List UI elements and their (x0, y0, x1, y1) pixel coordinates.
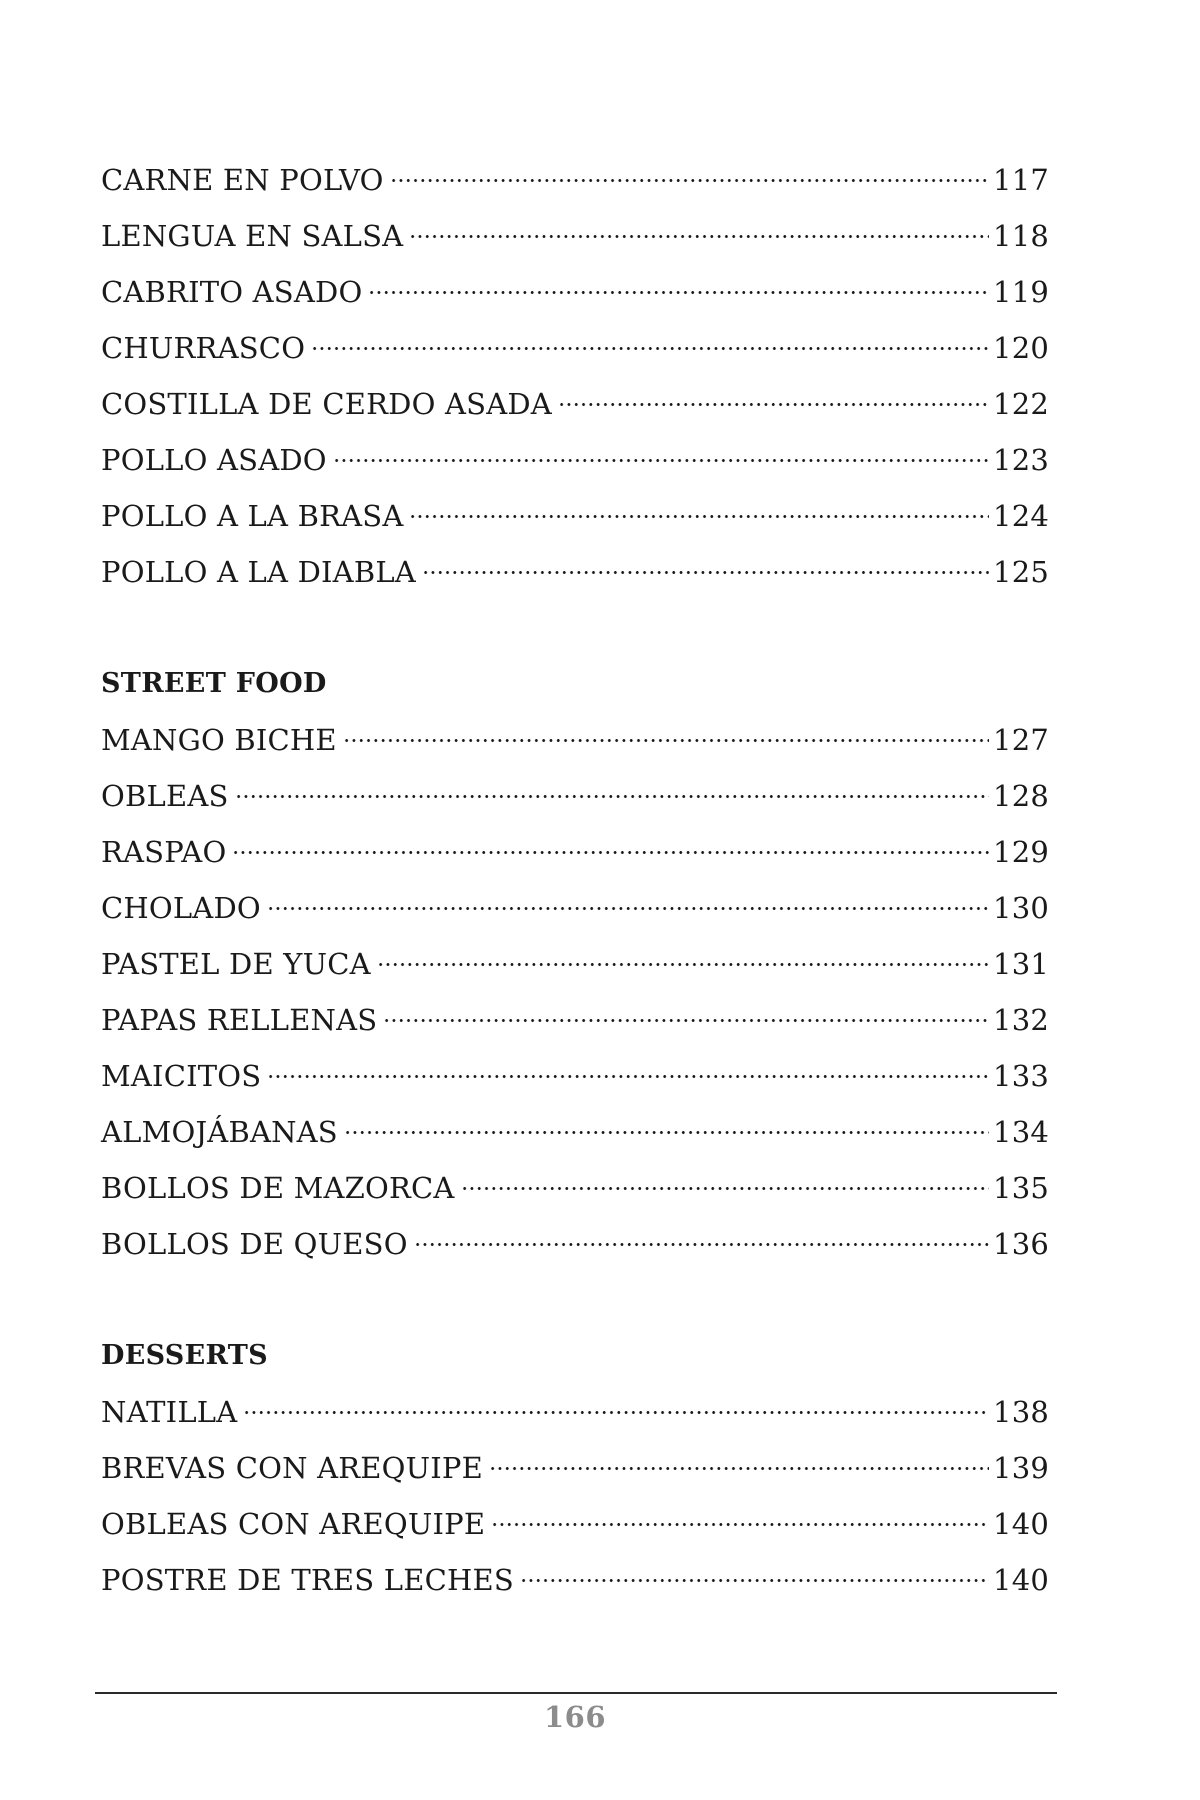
toc-entry-page: 118 (993, 219, 1049, 253)
toc-section-meats (101, 152, 1049, 600)
dot-leader (461, 1187, 989, 1190)
toc-entry (101, 1440, 1049, 1496)
toc-entry-page: 136 (993, 1227, 1049, 1261)
toc-entry-title: ALMOJÁBANAS (101, 1115, 338, 1149)
toc-entry-title: POLLO A LA DIABLA (101, 555, 416, 589)
toc-entry-title: COSTILLA DE CERDO ASADA (101, 387, 552, 421)
toc-entry-page: 131 (993, 947, 1049, 981)
dot-leader (368, 291, 989, 294)
toc-section-heading: STREET FOOD (101, 668, 327, 699)
toc-entry (101, 992, 1049, 1048)
toc-entry-title: LENGUA EN SALSA (101, 219, 404, 253)
toc-entry-page: 139 (993, 1451, 1049, 1485)
toc-entry-title: OBLEAS (101, 779, 229, 813)
toc-entry-title: OBLEAS CON AREQUIPE (101, 1507, 486, 1541)
toc-entry-page: 138 (993, 1395, 1049, 1429)
dot-leader (390, 179, 989, 182)
page-number: 166 (543, 1700, 607, 1734)
dot-leader (409, 235, 989, 238)
toc-entry-page: 133 (993, 1059, 1049, 1093)
toc-entry-page: 120 (993, 331, 1049, 365)
dot-leader (558, 403, 989, 406)
toc-entry-page: 128 (993, 779, 1049, 813)
toc-entry-title: PASTEL DE YUCA (101, 947, 371, 981)
toc-section-desserts (101, 1328, 1049, 1608)
toc-entry-page: 117 (993, 163, 1049, 197)
toc-entry (101, 1384, 1049, 1440)
toc-entry-page: 119 (993, 275, 1049, 309)
toc-entry-page: 124 (993, 499, 1049, 533)
dot-leader (243, 1411, 989, 1414)
toc-entry (101, 1496, 1049, 1552)
dot-leader (520, 1579, 989, 1582)
toc-entry-title: RASPAO (101, 835, 227, 869)
toc-entry-page: 130 (993, 891, 1049, 925)
toc-entry-title: CHOLADO (101, 891, 261, 925)
toc-entry-title: POLLO A LA BRASA (101, 499, 404, 533)
toc-section-heading: DESSERTS (101, 1340, 268, 1371)
toc-entry-title: BOLLOS DE QUESO (101, 1227, 408, 1261)
dot-leader (267, 1075, 989, 1078)
dot-leader (414, 1243, 989, 1246)
dot-leader (344, 1131, 989, 1134)
toc-entry-page: 125 (993, 555, 1049, 589)
toc-entry-title: CABRITO ASADO (101, 275, 363, 309)
dot-leader (311, 347, 989, 350)
toc-entry-title: POLLO ASADO (101, 443, 327, 477)
toc-entry-page: 122 (993, 387, 1049, 421)
dot-leader (491, 1523, 989, 1526)
dot-leader (267, 907, 989, 910)
toc-entry-page: 127 (993, 723, 1049, 757)
dot-leader (333, 459, 989, 462)
toc-entry-title: MAICITOS (101, 1059, 262, 1093)
toc-entry (101, 880, 1049, 936)
toc-entry (101, 544, 1049, 600)
toc-entry-page: 134 (993, 1115, 1049, 1149)
dot-leader (377, 963, 989, 966)
toc-entry-title: MANGO BICHE (101, 723, 337, 757)
toc-entry-title: CARNE EN POLVO (101, 163, 384, 197)
toc-entry-title: NATILLA (101, 1395, 238, 1429)
toc-entry-page: 132 (993, 1003, 1049, 1037)
table-of-contents (101, 152, 1049, 1608)
toc-entry (101, 376, 1049, 432)
toc-entry (101, 1160, 1049, 1216)
toc-entry-page: 140 (993, 1507, 1049, 1541)
toc-entry (101, 936, 1049, 992)
toc-entry (101, 488, 1049, 544)
toc-entry (101, 1216, 1049, 1272)
toc-entry (101, 1048, 1049, 1104)
toc-entry-page: 129 (993, 835, 1049, 869)
toc-entry (101, 1104, 1049, 1160)
toc-entry (101, 824, 1049, 880)
toc-entry-page: 123 (993, 443, 1049, 477)
toc-entry (101, 208, 1049, 264)
dot-leader (343, 739, 989, 742)
toc-entry-title: BREVAS CON AREQUIPE (101, 1451, 483, 1485)
dot-leader (383, 1019, 989, 1022)
toc-entry-page: 140 (993, 1563, 1049, 1597)
toc-section-street-food (101, 656, 1049, 1272)
toc-entry (101, 264, 1049, 320)
dot-leader (235, 795, 990, 798)
toc-entry (101, 152, 1049, 208)
toc-entry (101, 432, 1049, 488)
toc-entry-title: CHURRASCO (101, 331, 306, 365)
dot-leader (422, 571, 989, 574)
dot-leader (409, 515, 989, 518)
dot-leader (232, 851, 989, 854)
toc-entry (101, 1552, 1049, 1608)
dot-leader (489, 1467, 989, 1470)
toc-entry (101, 712, 1049, 768)
toc-entry-title: POSTRE DE TRES LECHES (101, 1563, 514, 1597)
toc-entry-title: PAPAS RELLENAS (101, 1003, 378, 1037)
toc-entry (101, 320, 1049, 376)
toc-entry-page: 135 (993, 1171, 1049, 1205)
toc-entry-title: BOLLOS DE MAZORCA (101, 1171, 455, 1205)
toc-entry (101, 768, 1049, 824)
footer-rule (95, 1692, 1057, 1694)
